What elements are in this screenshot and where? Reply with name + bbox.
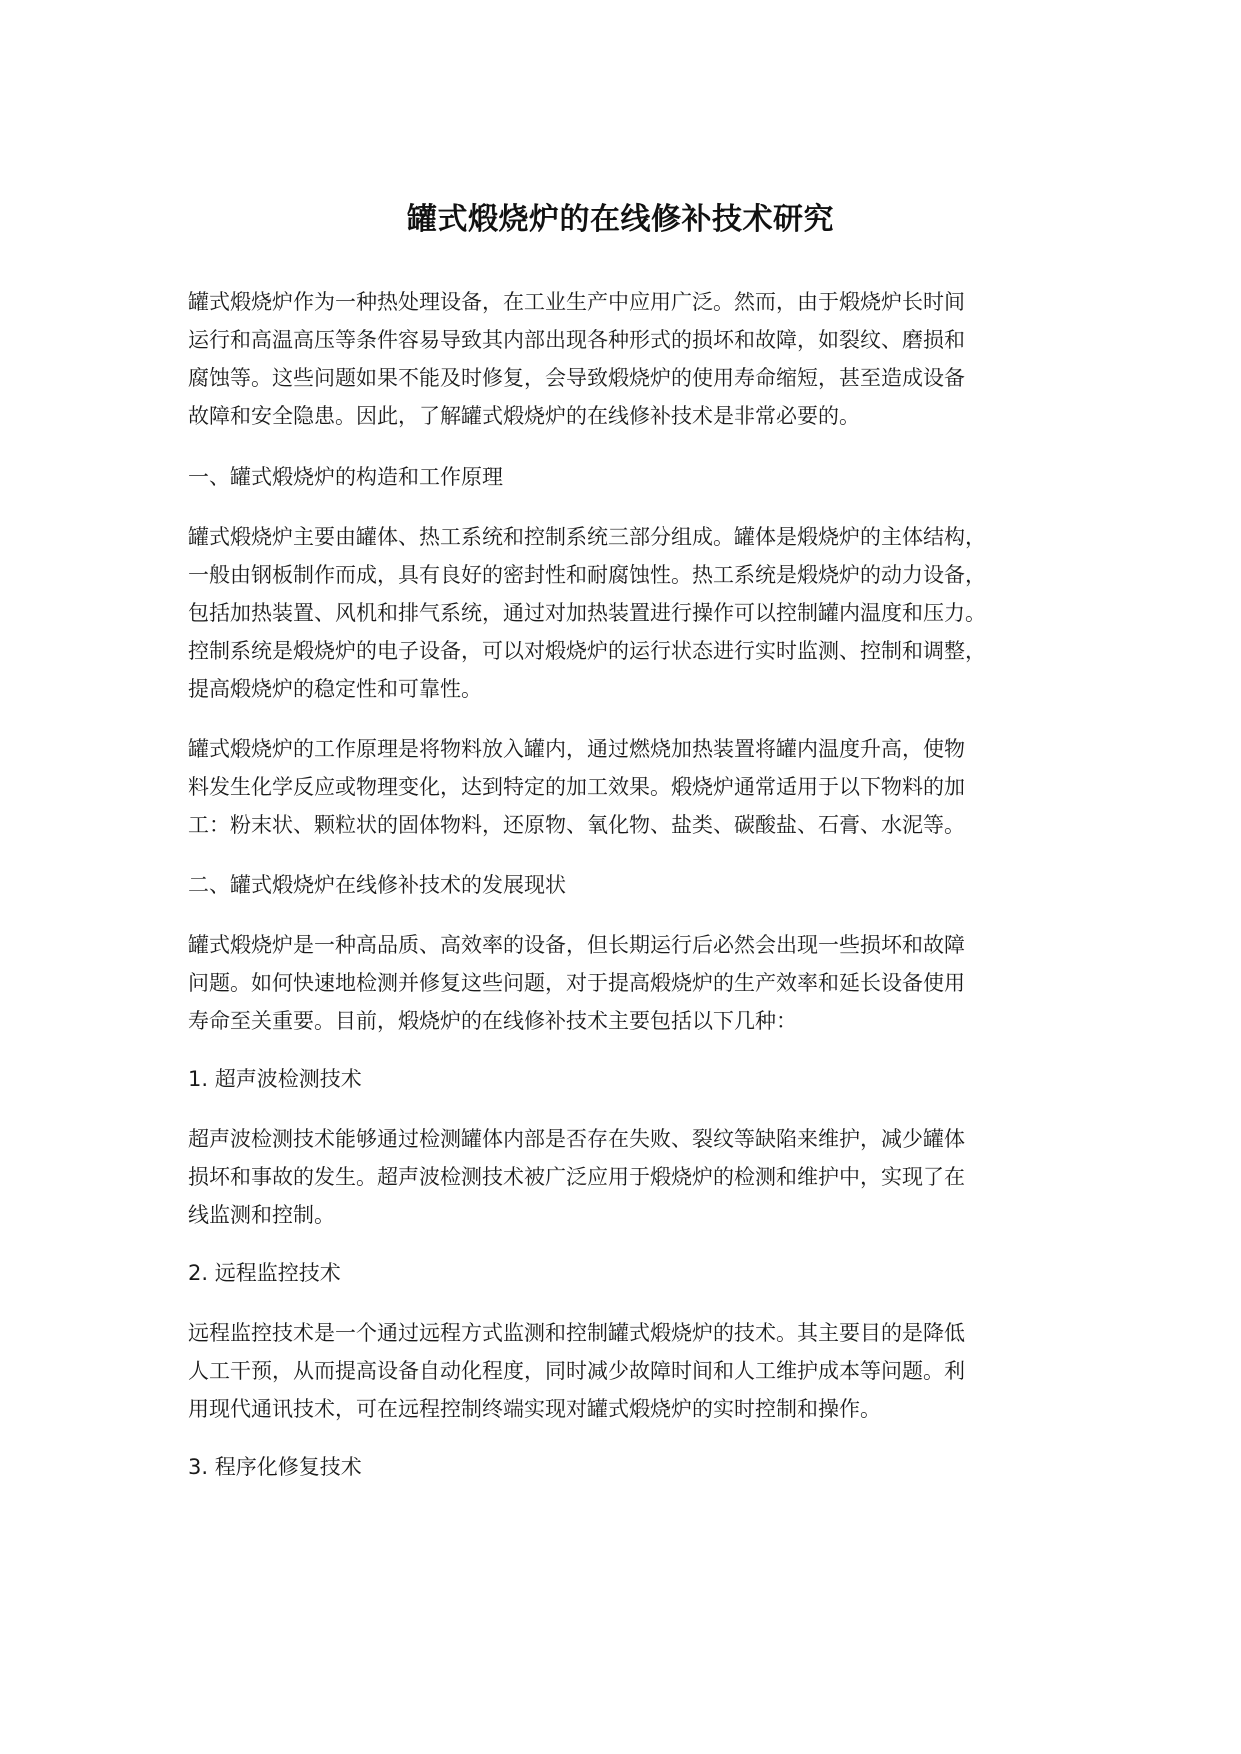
section1-paragraph-2 (188, 730, 965, 844)
paragraph-line: 人工干预，从而提高设备自动化程度，同时减少故障时间和人工维护成本等问题。利 (188, 1359, 965, 1383)
paragraph-line: 罐式煅烧炉主要由罐体、热工系统和控制系统三部分组成。罐体是煅烧炉的主体结构， (188, 525, 986, 549)
item1-paragraph (188, 1120, 965, 1234)
paragraph-line: 运行和高温高压等条件容易导致其内部出现各种形式的损坏和故障，如裂纹、磨损和 (188, 328, 965, 352)
section2-paragraph-1 (188, 926, 965, 1040)
paragraph-line: 提高煅烧炉的稳定性和可靠性。 (188, 677, 482, 701)
intro-paragraph (188, 283, 965, 435)
paragraph-line: 损坏和事故的发生。超声波检测技术被广泛应用于煅烧炉的检测和维护中，实现了在 (188, 1165, 965, 1189)
item-heading-3: 3. 程序化修复技术 (188, 1455, 362, 1479)
paragraph-line: 远程监控技术是一个通过远程方式监测和控制罐式煅烧炉的技术。其主要目的是降低 (188, 1321, 965, 1345)
paragraph-line: 问题。如何快速地检测并修复这些问题，对于提高煅烧炉的生产效率和延长设备使用 (188, 971, 965, 995)
paragraph-line: 罐式煅烧炉的工作原理是将物料放入罐内，通过燃烧加热装置将罐内温度升高，使物 (188, 737, 965, 761)
paragraph-line: 控制系统是煅烧炉的电子设备，可以对煅烧炉的运行状态进行实时监测、控制和调整， (188, 639, 986, 663)
paragraph-line: 罐式煅烧炉作为一种热处理设备，在工业生产中应用广泛。然而，由于煅烧炉长时间 (188, 290, 965, 314)
section-heading-1: 一、罐式煅烧炉的构造和工作原理 (188, 465, 503, 489)
paragraph-line: 线监测和控制。 (188, 1203, 335, 1227)
document-title: 罐式煅烧炉的在线修补技术研究 (407, 202, 834, 238)
paragraph-line: 腐蚀等。这些问题如果不能及时修复，会导致煅烧炉的使用寿命缩短，甚至造成设备 (188, 366, 965, 390)
paragraph-line: 工：粉末状、颗粒状的固体物料，还原物、氧化物、盐类、碳酸盐、石膏、水泥等。 (188, 813, 965, 837)
paragraph-line: 故障和安全隐患。因此，了解罐式煅烧炉的在线修补技术是非常必要的。 (188, 404, 860, 428)
paragraph-line: 用现代通讯技术，可在远程控制终端实现对罐式煅烧炉的实时控制和操作。 (188, 1397, 881, 1421)
paragraph-line: 一般由钢板制作而成，具有良好的密封性和耐腐蚀性。热工系统是煅烧炉的动力设备， (188, 563, 986, 587)
paragraph-line: 料发生化学反应或物理变化，达到特定的加工效果。煅烧炉通常适用于以下物料的加 (188, 775, 965, 799)
paragraph-line: 寿命至关重要。目前，煅烧炉的在线修补技术主要包括以下几种： (188, 1009, 797, 1033)
item-heading-2: 2. 远程监控技术 (188, 1261, 341, 1285)
item2-paragraph (188, 1314, 965, 1428)
section1-paragraph-1 (188, 518, 986, 708)
paragraph-line: 包括加热装置、风机和排气系统，通过对加热装置进行操作可以控制罐内温度和压力。 (188, 601, 986, 625)
paragraph-line: 超声波检测技术能够通过检测罐体内部是否存在失败、裂纹等缺陷来维护，减少罐体 (188, 1127, 965, 1151)
paragraph-line: 罐式煅烧炉是一种高品质、高效率的设备，但长期运行后必然会出现一些损坏和故障 (188, 933, 965, 957)
section-heading-2: 二、罐式煅烧炉在线修补技术的发展现状 (188, 873, 566, 897)
item-heading-1: 1. 超声波检测技术 (188, 1067, 362, 1091)
